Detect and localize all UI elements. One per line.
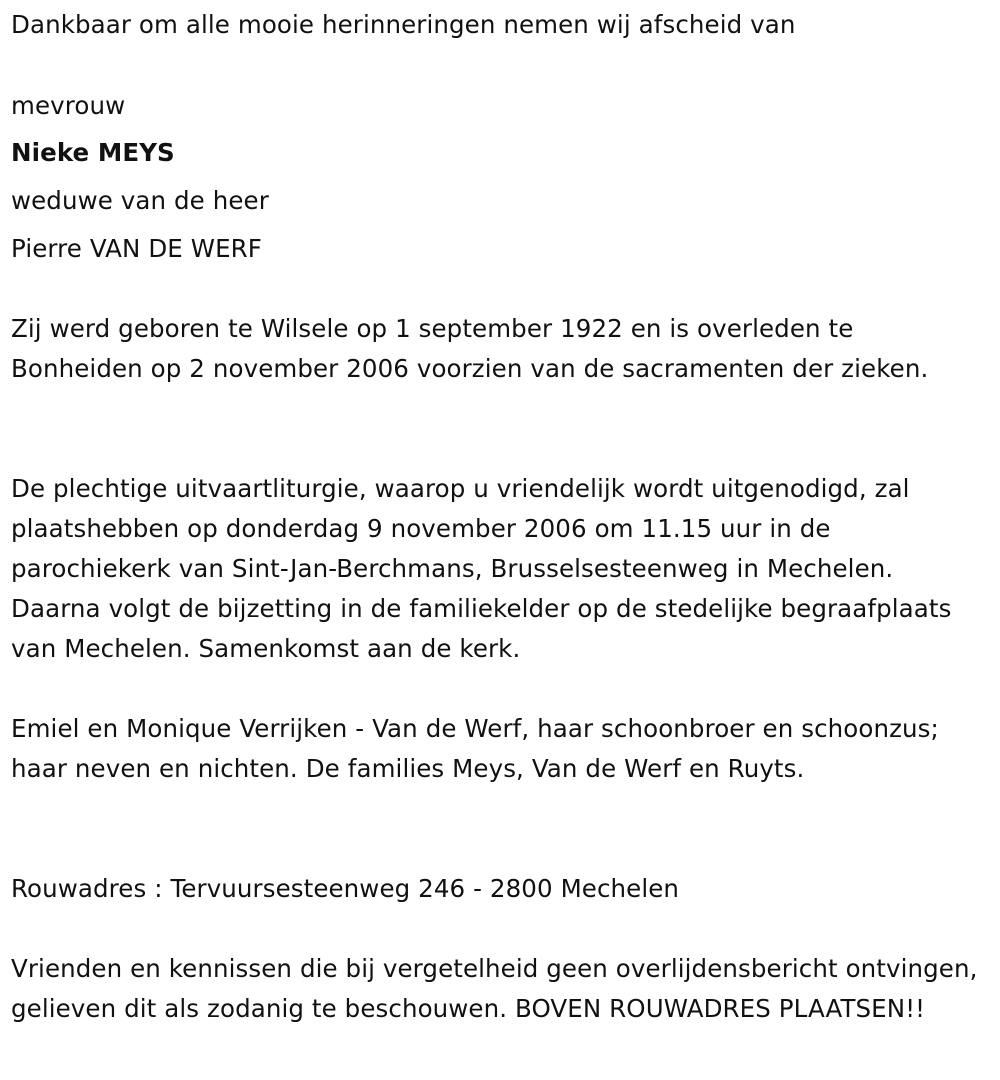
deceased-name: Nieke MEYS (11, 138, 175, 167)
mourning-address: Rouwadres : Tervuursesteenweg 246 - 2800 Mechelen (11, 874, 680, 903)
family-paragraph: Emiel en Monique Verrijken - Van de Werf, haar schoonbroer en schoonzus; haar neven en nichten. De families Meys, Van de Werf en Ruyts. (11, 714, 939, 783)
intro-text: Dankbaar om alle mooie herinneringen nemen wij afscheid van (11, 10, 796, 39)
death-notice (11, 0, 986, 1080)
closing-paragraph: Vrienden en kennissen die bij vergetelheid geen overlijdensbericht ontvingen, gelieven dit als zodanig te beschouwen. BOVEN ROUWADRES PLAATSEN!! (11, 954, 978, 1023)
relation-text: weduwe van de heer (11, 186, 269, 215)
spouse-name: Pierre VAN DE WERF (11, 234, 262, 263)
ceremony-paragraph: De plechtige uitvaartliturgie, waarop u vriendelijk wordt uitgenodigd, zal plaatshebben op donderdag 9 november 2006 om 11.15 uur in de parochiekerk van Sint-Jan-Berchmans, Brusselsesteenweg in Mechelen. Daarna volgt de bijzetting in de familiekelder op de stedelijke begraafplaats van Mechelen. Samenkomst aan de kerk. (11, 474, 952, 663)
title-prefix: mevrouw (11, 91, 126, 120)
birth-death-paragraph: Zij werd geboren te Wilsele op 1 september 1922 en is overleden te Bonheiden op 2 november 2006 voorzien van de sacramenten der zieken. (11, 314, 929, 383)
